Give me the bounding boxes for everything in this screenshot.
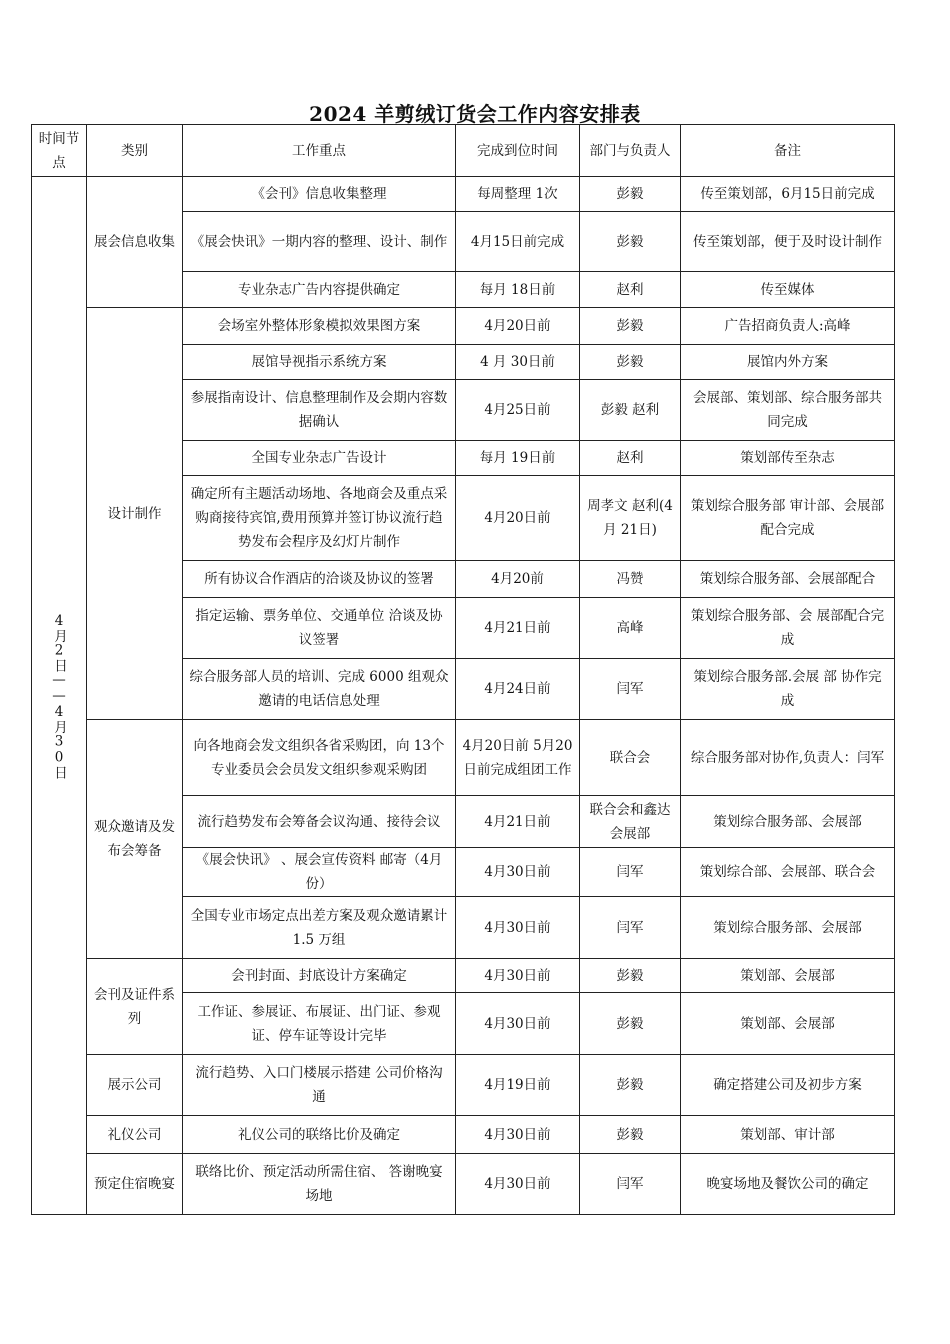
- note-cell: 传至媒体: [681, 272, 895, 308]
- owner-cell: 闫军: [580, 897, 681, 959]
- owner-cell: 赵利: [580, 272, 681, 308]
- note-cell: 策划综合服务部 审计部、会展部配合完成: [681, 476, 895, 561]
- focus-cell: 参展指南设计、信息整理制作及会期内容数据确认: [183, 380, 456, 441]
- page-title: 2024 羊剪绒订货会工作内容安排表: [309, 102, 641, 126]
- table-row: [32, 959, 895, 993]
- focus-cell: 展馆导视指示系统方案: [183, 345, 456, 380]
- deadline-cell: 4月20日前: [456, 476, 580, 561]
- category-cell: 展示公司: [87, 1055, 183, 1116]
- deadline-cell: 每月 19日前: [456, 441, 580, 476]
- focus-cell: 全国专业市场定点出差方案及观众邀请累计 1.5 万组: [183, 897, 456, 959]
- owner-cell: 闫军: [580, 659, 681, 720]
- table-row: [32, 1154, 895, 1215]
- note-cell: 展馆内外方案: [681, 345, 895, 380]
- header-owner: 部门与负责人: [580, 125, 681, 177]
- deadline-cell: 4月15日前完成: [456, 212, 580, 272]
- deadline-cell: 4月30日前: [456, 993, 580, 1055]
- deadline-cell: 4月30日前: [456, 1116, 580, 1154]
- owner-cell: 冯赞: [580, 561, 681, 598]
- schedule-table: [31, 124, 895, 1215]
- focus-cell: 全国专业杂志广告设计: [183, 441, 456, 476]
- owner-cell: 彭毅: [580, 212, 681, 272]
- header-category: 类别: [87, 125, 183, 177]
- owner-cell: 彭毅: [580, 308, 681, 345]
- focus-cell: 向各地商会发文组织各省采购团，向 13个专业委员会会员发文组织参观采购团: [183, 720, 456, 796]
- deadline-cell: 4月25日前: [456, 380, 580, 441]
- note-cell: 综合服务部对协作,负责人：闫军: [681, 720, 895, 796]
- owner-cell: 周孝文 赵利(4月 21日): [580, 476, 681, 561]
- time-node-text: 4月2日——4月30日: [51, 612, 67, 779]
- deadline-cell: 4月30日前: [456, 848, 580, 897]
- focus-cell: 联络比价、预定活动所需住宿、 答谢晚宴场地: [183, 1154, 456, 1215]
- deadline-cell: 4月20前: [456, 561, 580, 598]
- category-cell: 礼仪公司: [87, 1116, 183, 1154]
- owner-cell: 彭毅: [580, 1055, 681, 1116]
- note-cell: 策划部传至杂志: [681, 441, 895, 476]
- owner-cell: 高峰: [580, 598, 681, 659]
- deadline-cell: 4月19日前: [456, 1055, 580, 1116]
- focus-cell: 《展会快讯》 、展会宣传资料 邮寄（4月份）: [183, 848, 456, 897]
- table-row: [32, 1055, 895, 1116]
- focus-cell: 专业杂志广告内容提供确定: [183, 272, 456, 308]
- deadline-cell: 4月20日前 5月20日前完成组团工作: [456, 720, 580, 796]
- deadline-cell: 每周整理 1次: [456, 177, 580, 212]
- note-cell: 策划综合服务部、会展部: [681, 897, 895, 959]
- table-row: [32, 308, 895, 345]
- note-cell: 策划综合服务部、会展部: [681, 796, 895, 848]
- category-cell: 设计制作: [87, 308, 183, 720]
- focus-cell: 综合服务部人员的培训、完成 6000 组观众邀请的电话信息处理: [183, 659, 456, 720]
- deadline-cell: 4月30日前: [456, 959, 580, 993]
- focus-cell: 礼仪公司的联络比价及确定: [183, 1116, 456, 1154]
- focus-cell: 指定运输、票务单位、交通单位 洽谈及协议签署: [183, 598, 456, 659]
- owner-cell: 闫军: [580, 848, 681, 897]
- owner-cell: 联合会和鑫达会展部: [580, 796, 681, 848]
- note-cell: 传至策划部，6月15日前完成: [681, 177, 895, 212]
- owner-cell: 彭毅: [580, 177, 681, 212]
- owner-cell: 彭毅: [580, 959, 681, 993]
- owner-cell: 赵利: [580, 441, 681, 476]
- note-cell: 策划综合服务部.会展 部 协作完成: [681, 659, 895, 720]
- category-cell: 会刊及证件系列: [87, 959, 183, 1055]
- time-node-cell: [32, 177, 87, 1215]
- focus-cell: 会场室外整体形象模拟效果图方案: [183, 308, 456, 345]
- note-cell: 传至策划部，便于及时设计制作: [681, 212, 895, 272]
- note-cell: 策划综合服务部、会 展部配合完成: [681, 598, 895, 659]
- note-cell: 广告招商负责人:高峰: [681, 308, 895, 345]
- note-cell: 会展部、策划部、综合服务部共同完成: [681, 380, 895, 441]
- focus-cell: 所有协议合作酒店的洽谈及协议的签署: [183, 561, 456, 598]
- deadline-cell: 4月24日前: [456, 659, 580, 720]
- note-cell: 策划综合服务部、会展部配合: [681, 561, 895, 598]
- header-deadline: 完成到位时间: [456, 125, 580, 177]
- deadline-cell: 每月 18日前: [456, 272, 580, 308]
- table-row: [32, 720, 895, 796]
- deadline-cell: 4月20日前: [456, 308, 580, 345]
- focus-cell: 《会刊》信息收集整理: [183, 177, 456, 212]
- focus-cell: 会刊封面、封底设计方案确定: [183, 959, 456, 993]
- focus-cell: 流行趋势发布会筹备会议沟通、接待会议: [183, 796, 456, 848]
- header-note: 备注: [681, 125, 895, 177]
- deadline-cell: 4月21日前: [456, 796, 580, 848]
- deadline-cell: 4月30日前: [456, 897, 580, 959]
- category-cell: 观众邀请及发布会筹备: [87, 720, 183, 959]
- owner-cell: 彭毅 赵利: [580, 380, 681, 441]
- deadline-cell: 4 月 30日前: [456, 345, 580, 380]
- owner-cell: 彭毅: [580, 1116, 681, 1154]
- note-cell: 策划部、会展部: [681, 959, 895, 993]
- category-cell: 展会信息收集: [87, 177, 183, 308]
- table-header-row: [32, 125, 895, 177]
- owner-cell: 彭毅: [580, 345, 681, 380]
- deadline-cell: 4月21日前: [456, 598, 580, 659]
- note-cell: 策划综合部、会展部、联合会: [681, 848, 895, 897]
- note-cell: 策划部、会展部: [681, 993, 895, 1055]
- focus-cell: 流行趋势、入口门楼展示搭建 公司价格沟通: [183, 1055, 456, 1116]
- note-cell: 确定搭建公司及初步方案: [681, 1055, 895, 1116]
- note-cell: 策划部、审计部: [681, 1116, 895, 1154]
- focus-cell: 《展会快讯》一期内容的整理、设计、制作: [183, 212, 456, 272]
- owner-cell: 闫军: [580, 1154, 681, 1215]
- owner-cell: 彭毅: [580, 993, 681, 1055]
- table-row: [32, 1116, 895, 1154]
- category-cell: 预定住宿晚宴: [87, 1154, 183, 1215]
- deadline-cell: 4月30日前: [456, 1154, 580, 1215]
- header-time-node: 时间节点: [32, 125, 87, 177]
- note-cell: 晚宴场地及餐饮公司的确定: [681, 1154, 895, 1215]
- focus-cell: 确定所有主题活动场地、各地商会及重点采购商接待宾馆,费用预算并签订协议流行趋势发布会程序及幻灯片制作: [183, 476, 456, 561]
- table-row: [32, 177, 895, 212]
- focus-cell: 工作证、参展证、布展证、出门证、参观证、停车证等设计完毕: [183, 993, 456, 1055]
- header-focus: 工作重点: [183, 125, 456, 177]
- owner-cell: 联合会: [580, 720, 681, 796]
